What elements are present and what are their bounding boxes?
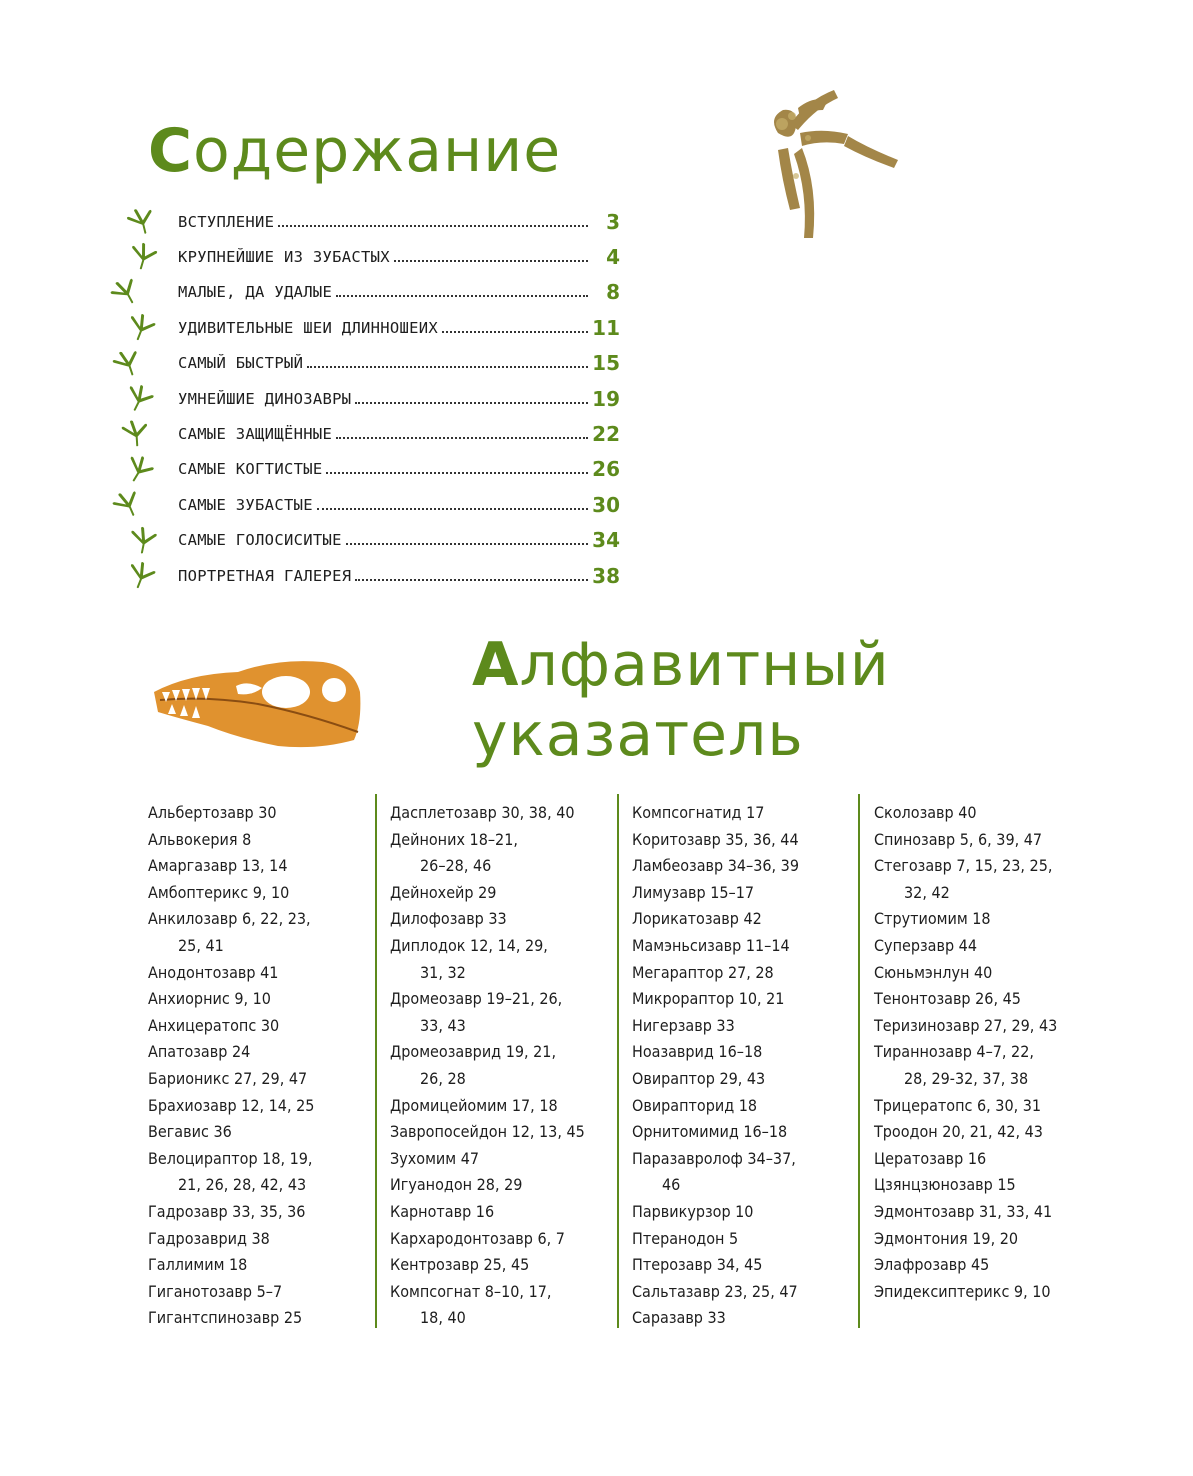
dot-leader: [278, 225, 588, 227]
dot-leader: [346, 543, 588, 545]
index-entry-continuation: 28, 29-32, 37, 38: [904, 1068, 1029, 1088]
index-entry: Саразавр 33: [632, 1308, 726, 1328]
index-entry: Цератозавр 16: [874, 1148, 987, 1168]
index-entry: Компсогнатид 17: [632, 803, 765, 822]
index-entry: Кархародонтозавр 6, 7: [390, 1228, 565, 1248]
index-entry: Дромеозавр 19–21, 26,: [390, 989, 563, 1009]
index-entry: Птеранодон 5: [632, 1228, 739, 1248]
index-entry: Гадрозавр 33, 35, 36: [148, 1201, 306, 1221]
index-entry: Спинозавр 5, 6, 39, 47: [874, 829, 1043, 849]
dot-leader: [336, 437, 588, 439]
index-entry: Трицератопс 6, 30, 31: [874, 1095, 1042, 1115]
toc-item[interactable]: [178, 275, 620, 310]
toc-item[interactable]: [178, 204, 620, 239]
toc-item-label: САМЫЕ ЗУБАСТЫЕ: [178, 495, 313, 514]
toc-page-number: 30: [592, 492, 620, 517]
toc-item-label: КРУПНЕЙШИЕ ИЗ ЗУБАСТЫХ: [178, 248, 390, 267]
toc-item-label: ВСТУПЛЕНИЕ: [178, 212, 275, 231]
toc-page-number: 38: [592, 563, 620, 588]
dot-leader: [317, 508, 588, 510]
index-entry: Барионикс 27, 29, 47: [148, 1068, 308, 1088]
index-entry: Эпидексиптерикс 9, 10: [874, 1281, 1051, 1301]
index-entry: Дасплетозавр 30, 38, 40: [390, 803, 575, 822]
dot-leader: [326, 472, 588, 474]
index-column: [148, 800, 314, 1332]
index-column: [632, 800, 799, 1332]
dinosaur-footprint-icon: [123, 310, 159, 345]
index-entry: Зухомим 47: [390, 1148, 480, 1168]
index-entry: Анхицератопс 30: [148, 1015, 280, 1035]
index-entry: Игуанодон 28, 29: [390, 1175, 523, 1195]
index-entry: Альвокерия 8: [148, 829, 252, 849]
index-entry: Компсогнат 8–10, 17,: [390, 1281, 552, 1301]
dinosaur-footprint-icon: [105, 272, 146, 312]
dinosaur-footprint-icon: [122, 203, 160, 240]
index-entry: Брахиозавр 12, 14, 25: [148, 1095, 315, 1115]
dinosaur-skull-illustration: [148, 652, 370, 756]
index-entry: Тенонтозавр 26, 45: [874, 989, 1021, 1009]
index-entry: Сюньмэнлун 40: [874, 962, 993, 982]
toc-item[interactable]: [178, 558, 620, 593]
index-entry: Анхиорнис 9, 10: [148, 989, 271, 1009]
toc-item[interactable]: [178, 239, 620, 274]
dinosaur-footprint-icon: [127, 524, 159, 555]
index-entry: Карнотавр 16: [390, 1201, 495, 1221]
index-entry: Троодон 20, 21, 42, 43: [874, 1122, 1043, 1142]
dinosaur-footprint-icon: [120, 380, 158, 417]
index-entry: Дромеозаврид 19, 21,: [390, 1042, 557, 1062]
index-entry-continuation: 31, 32: [420, 962, 466, 982]
index-entry: Тираннозавр 4–7, 22,: [874, 1042, 1034, 1062]
toc-item[interactable]: [178, 381, 620, 416]
toc-page-number: 19: [592, 386, 620, 411]
toc-item-label: УМНЕЙШИЕ ДИНОЗАВРЫ: [178, 389, 352, 408]
toc-page-number: 11: [592, 315, 620, 340]
index-entry: Дейноних 18–21,: [390, 829, 518, 849]
column-divider: [617, 794, 619, 1328]
toc-item[interactable]: [178, 346, 620, 381]
toc-item-label: ПОРТРЕТНАЯ ГАЛЕРЕЯ: [178, 566, 352, 585]
index-entry: Лорикатозавр 42: [632, 909, 762, 929]
dot-leader: [355, 402, 588, 404]
toc-page-number: 4: [606, 245, 620, 270]
column-divider: [375, 794, 377, 1328]
index-entry-continuation: 21, 26, 28, 42, 43: [178, 1175, 307, 1195]
index-entry: Велоцираптор 18, 19,: [148, 1148, 313, 1168]
toc-page-number: 34: [592, 528, 620, 553]
index-entry-continuation: 33, 43: [420, 1015, 466, 1035]
index-entry: Струтиомим 18: [874, 909, 991, 929]
index-entry: Эдмонтозавр 31, 33, 41: [874, 1201, 1053, 1221]
index-entry: Амбоптерикс 9, 10: [148, 882, 290, 902]
toc-page-number: 8: [606, 280, 620, 305]
column-divider: [858, 794, 860, 1328]
toc-item-label: САМЫЕ ЗАЩИЩЁННЫЕ: [178, 425, 333, 444]
toc-item-label: УДИВИТЕЛЬНЫЕ ШЕИ ДЛИННОШЕИХ: [178, 318, 439, 337]
index-entry: Паразавролоф 34–37,: [632, 1148, 796, 1168]
dot-leader: [355, 579, 588, 581]
index-entry-continuation: 26–28, 46: [420, 856, 492, 876]
dot-leader: [394, 260, 588, 262]
index-entry: Мегараптор 27, 28: [632, 962, 774, 982]
toc-page-number: 26: [592, 457, 620, 482]
index-entry: Мамэньсизавр 11–14: [632, 935, 790, 955]
toc-item-label: МАЛЫЕ, ДА УДАЛЫЕ: [178, 283, 333, 302]
index-entry: Гиганотозавр 5–7: [148, 1281, 283, 1301]
index-entry: Анкилозавр 6, 22, 23,: [148, 909, 311, 929]
index-entry: Сальтазавр 23, 25, 47: [632, 1281, 798, 1301]
index-entry: Овираптор 29, 43: [632, 1068, 766, 1088]
footprint-trail-illustration: [738, 88, 908, 248]
index-entry: Нигерзавр 33: [632, 1015, 735, 1035]
index-entry-continuation: 25, 41: [178, 935, 224, 955]
index-entry: Кентрозавр 25, 45: [390, 1255, 530, 1275]
index-entry: Лимузавр 15–17: [632, 882, 755, 902]
table-of-contents: [178, 204, 620, 593]
index-column: [874, 800, 1057, 1305]
dinosaur-footprint-icon: [123, 558, 159, 593]
toc-item-label: САМЫЙ БЫСТРЫЙ: [178, 354, 304, 373]
index-entry: Парвикурзор 10: [632, 1201, 754, 1221]
index-column: [390, 800, 585, 1332]
toc-item[interactable]: [178, 523, 620, 558]
index-entry: Элафрозавр 45: [874, 1255, 990, 1275]
index-entry: Цзянцзюнозавр 15: [874, 1175, 1016, 1195]
index-entry: Дромицейомим 17, 18: [390, 1095, 558, 1115]
index-entry: Стегозавр 7, 15, 23, 25,: [874, 856, 1053, 876]
dinosaur-footprint-icon: [107, 344, 146, 382]
index-entry: Гигантспинозавр 25: [148, 1308, 303, 1328]
index-entry: Галлимим 18: [148, 1255, 248, 1275]
toc-item[interactable]: [178, 452, 620, 487]
dot-leader: [336, 295, 588, 297]
dinosaur-footprint-icon: [126, 240, 160, 273]
index-entry: Ноазаврид 16–18: [632, 1042, 763, 1062]
dinosaur-footprint-icon: [107, 485, 147, 524]
index-entry: Эдмонтония 19, 20: [874, 1228, 1019, 1248]
index-entry-continuation: 18, 40: [420, 1308, 466, 1328]
index-entry-continuation: 46: [662, 1175, 681, 1195]
index-entry: Птерозавр 34, 45: [632, 1255, 763, 1275]
dinosaur-footprint-icon: [118, 417, 152, 450]
index-entry: Диплодок 12, 14, 29,: [390, 935, 548, 955]
dot-leader: [307, 366, 588, 368]
index-entry: Коритозавр 35, 36, 44: [632, 829, 799, 849]
index-entry: Суперзавр 44: [874, 935, 977, 955]
index-entry-continuation: 26, 28: [420, 1068, 466, 1088]
index-entry: Апатозавр 24: [148, 1042, 251, 1062]
index-entry: Орнитомимид 16–18: [632, 1122, 788, 1142]
index-entry-continuation: 32, 42: [904, 882, 950, 902]
toc-page-number: 3: [606, 209, 620, 234]
index-entry: Дейнохейр 29: [390, 882, 497, 902]
index-entry: Анодонтозавр 41: [148, 962, 279, 982]
index-entry: Амаргазавр 13, 14: [148, 856, 288, 876]
dinosaur-footprint-icon: [119, 450, 158, 488]
toc-page-number: 22: [592, 422, 620, 447]
index-entry: Сколозавр 40: [874, 803, 977, 822]
toc-page-number: 15: [592, 351, 620, 376]
toc-item[interactable]: [178, 416, 620, 451]
toc-item[interactable]: [178, 487, 620, 522]
index-title: Алфавитный указатель: [472, 630, 890, 770]
index-entry: Теризинозавр 27, 29, 43: [874, 1015, 1058, 1035]
index-entry: Альбертозавр 30: [148, 803, 277, 822]
toc-item-label: САМЫЕ КОГТИСТЫЕ: [178, 460, 323, 479]
index-entry: Ламбеозавр 34–36, 39: [632, 856, 799, 876]
contents-title: Содержание: [148, 116, 562, 186]
toc-item[interactable]: [178, 310, 620, 345]
index-entry: Завропосейдон 12, 13, 45: [390, 1122, 585, 1142]
toc-item-label: САМЫЕ ГОЛОСИСИТЫЕ: [178, 531, 342, 550]
index-entry: Дилофозавр 33: [390, 909, 507, 929]
index-entry: Микрораптор 10, 21: [632, 989, 785, 1009]
index-entry: Овирапторид 18: [632, 1095, 758, 1115]
dot-leader: [442, 331, 588, 333]
index-entry: Гадрозаврид 38: [148, 1228, 270, 1248]
index-entry: Вегавис 36: [148, 1122, 232, 1142]
